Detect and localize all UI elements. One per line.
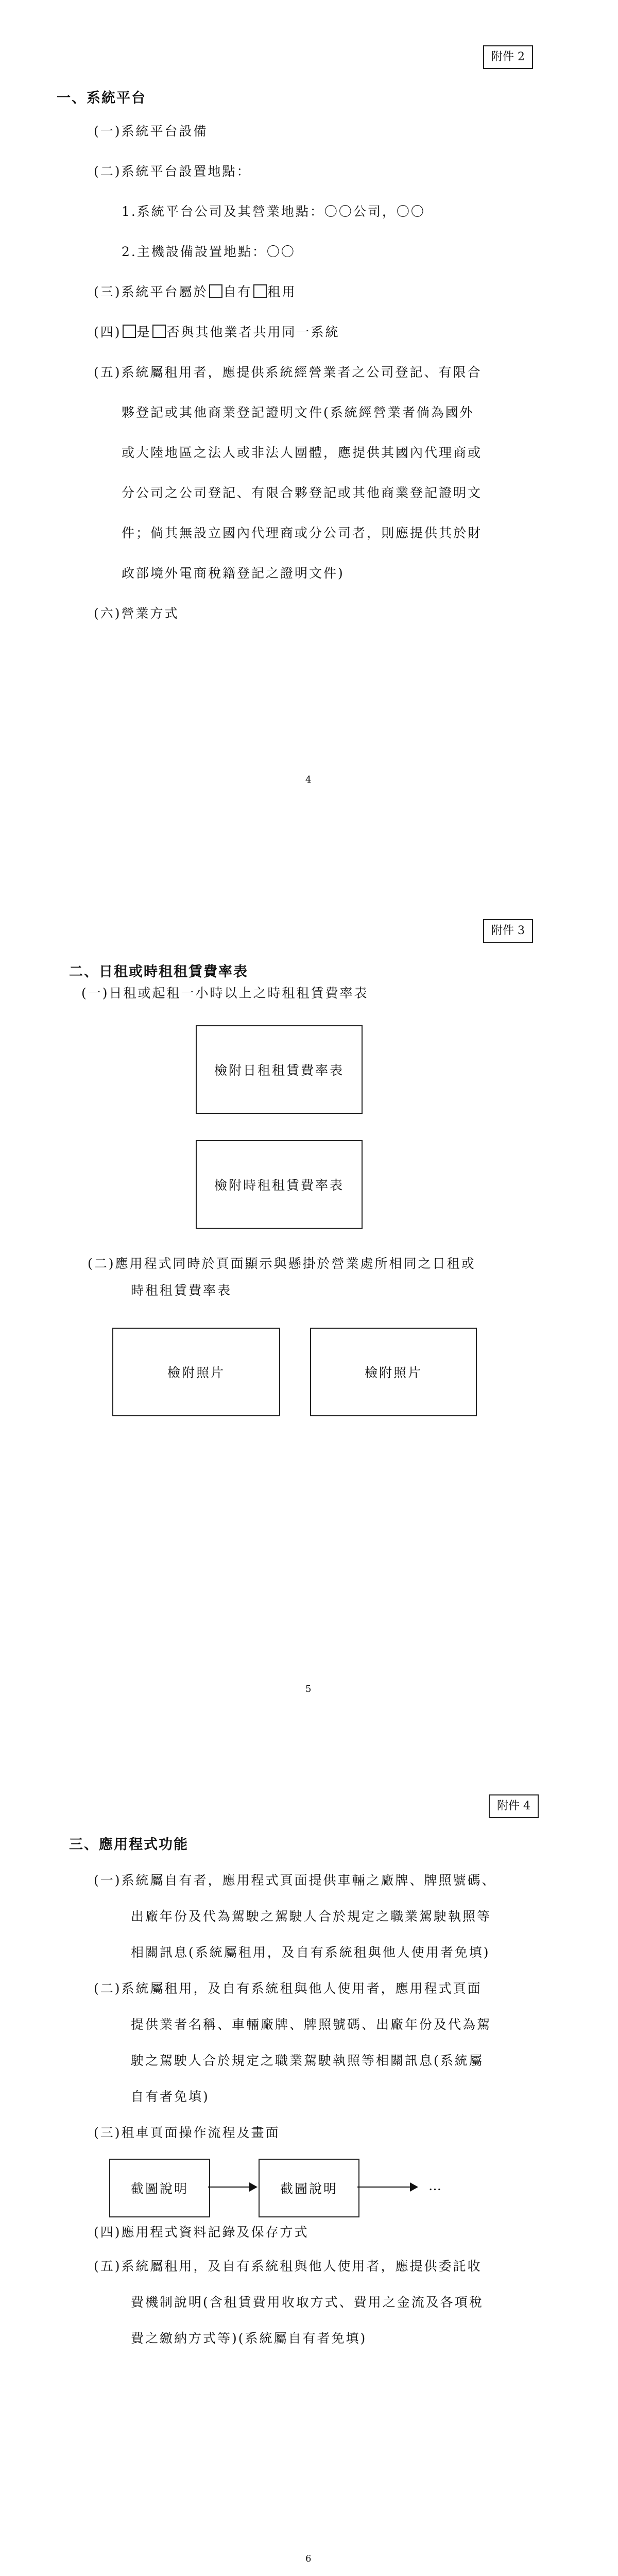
option-rented-label: 租用 (267, 284, 297, 299)
page-number: 5 (305, 1684, 312, 1694)
flow-arrow-2 (357, 2187, 411, 2188)
item-rented-info-line-2: 提供業者名稱、車輛廠牌、牌照號碼、出廠年份及代為駕 (131, 2017, 492, 2032)
page-5 (0, 876, 618, 1752)
section-heading: 三、應用程式功能 (69, 1837, 188, 1853)
item-rental-docs-line-1: (五)系統屬租用者，應提供系統經營業者之公司登記、有限合 (94, 365, 482, 380)
item-owned-info-line-1: (一)系統屬自有者，應用程式頁面提供車輛之廠牌、牌照號碼、 (94, 1873, 496, 1888)
sub-item-company-location: 1.系統平台公司及其營業地點：〇〇公司，〇〇 (122, 204, 425, 219)
item-location: (二)系統平台設置地點： (94, 164, 251, 179)
item-rental-docs-line-4: 分公司之公司登記、有限合夥登記或其他商業登記證明文 (122, 485, 483, 500)
item-shared-system (94, 325, 340, 340)
flow-arrow-1-head (249, 2182, 258, 2192)
flow-arrow-1 (208, 2187, 250, 2188)
item-rental-flow: (三)租車頁面操作流程及畫面 (94, 2125, 280, 2140)
flow-continuation: … (428, 2178, 443, 2193)
checkbox-no[interactable] (152, 325, 166, 338)
item-rental-docs-line-6: 政部境外電商稅籍登記之證明文件) (122, 566, 345, 581)
section-heading: 一、系統平台 (57, 90, 146, 106)
item-rented-info-line-3: 駛之駕駛人合於規定之職業駕駛執照等相關訊息(系統屬 (131, 2053, 484, 2068)
checkbox-yes[interactable] (123, 325, 136, 338)
page-4 (0, 0, 618, 876)
item-rate-table: (一)日租或起租一小時以上之時租租賃費率表 (81, 986, 369, 1001)
flow-screenshot-box-2: 截圖說明 (259, 2159, 359, 2217)
checkbox-rented[interactable] (253, 284, 267, 298)
item-shared-prefix: (四) (94, 325, 122, 340)
flow-arrow-2-head (410, 2182, 418, 2192)
checkbox-owned[interactable] (209, 284, 222, 298)
item-data-record: (四)應用程式資料記錄及保存方式 (94, 2225, 309, 2240)
page-number: 6 (305, 2553, 312, 2564)
section-heading: 二、日租或時租租賃費率表 (69, 964, 248, 980)
item-business-mode: (六)營業方式 (94, 606, 179, 621)
page-6 (0, 1752, 618, 2576)
attachment-label: 附件 3 (483, 919, 533, 943)
sub-item-host-location: 2.主機設備設置地點：〇〇 (122, 244, 296, 259)
item-payment-line-3: 費之繳納方式等)(系統屬自有者免填) (131, 2331, 367, 2346)
item-rented-info-line-4: 自有者免填) (131, 2089, 210, 2104)
item-rental-docs-line-3: 或大陸地區之法人或非法人團體，應提供其國內代理商或 (122, 445, 483, 460)
photo-box-1: 檢附照片 (112, 1328, 280, 1416)
item-display-rate-line-1: (二)應用程式同時於頁面顯示與懸掛於營業處所相同之日租或 (88, 1256, 476, 1271)
item-owned-info-line-2: 出廠年份及代為駕駛之駕駛人合於規定之職業駕駛執照等 (131, 1909, 492, 1924)
option-owned-label: 自有 (223, 284, 252, 299)
flow-screenshot-box-1: 截圖說明 (109, 2159, 210, 2217)
item-ownership-label: (三)系統平台屬於 (94, 284, 208, 299)
photo-box-2: 檢附照片 (310, 1328, 477, 1416)
item-equipment: (一)系統平台設備 (94, 124, 208, 139)
item-payment-line-1: (五)系統屬租用，及自有系統租與他人使用者，應提供委託收 (94, 2259, 482, 2274)
attachment-label: 附件 2 (483, 45, 533, 69)
daily-rate-table-box: 檢附日租租賃費率表 (196, 1025, 363, 1114)
page-number: 4 (305, 774, 312, 785)
item-rental-docs-line-5: 件；倘其無設立國內代理商或分公司者，則應提供其於財 (122, 526, 483, 540)
attachment-label: 附件 4 (489, 1794, 539, 1818)
hourly-rate-table-box: 檢附時租租賃費率表 (196, 1140, 363, 1229)
item-rental-docs-line-2: 夥登記或其他商業登記證明文件(系統經營業者倘為國外 (122, 405, 474, 420)
item-ownership (94, 284, 297, 300)
item-display-rate-line-2: 時租租賃費率表 (131, 1283, 232, 1298)
item-shared-label: 否與其他業者共用同一系統 (166, 325, 340, 340)
item-rented-info-line-1: (二)系統屬租用，及自有系統租與他人使用者，應用程式頁面 (94, 1981, 482, 1996)
option-yes-label: 是 (136, 325, 151, 340)
item-owned-info-line-3: 相關訊息(系統屬租用，及自有系統租與他人使用者免填) (131, 1945, 490, 1960)
item-payment-line-2: 費機制說明(含租賃費用收取方式、費用之金流及各項稅 (131, 2295, 484, 2310)
